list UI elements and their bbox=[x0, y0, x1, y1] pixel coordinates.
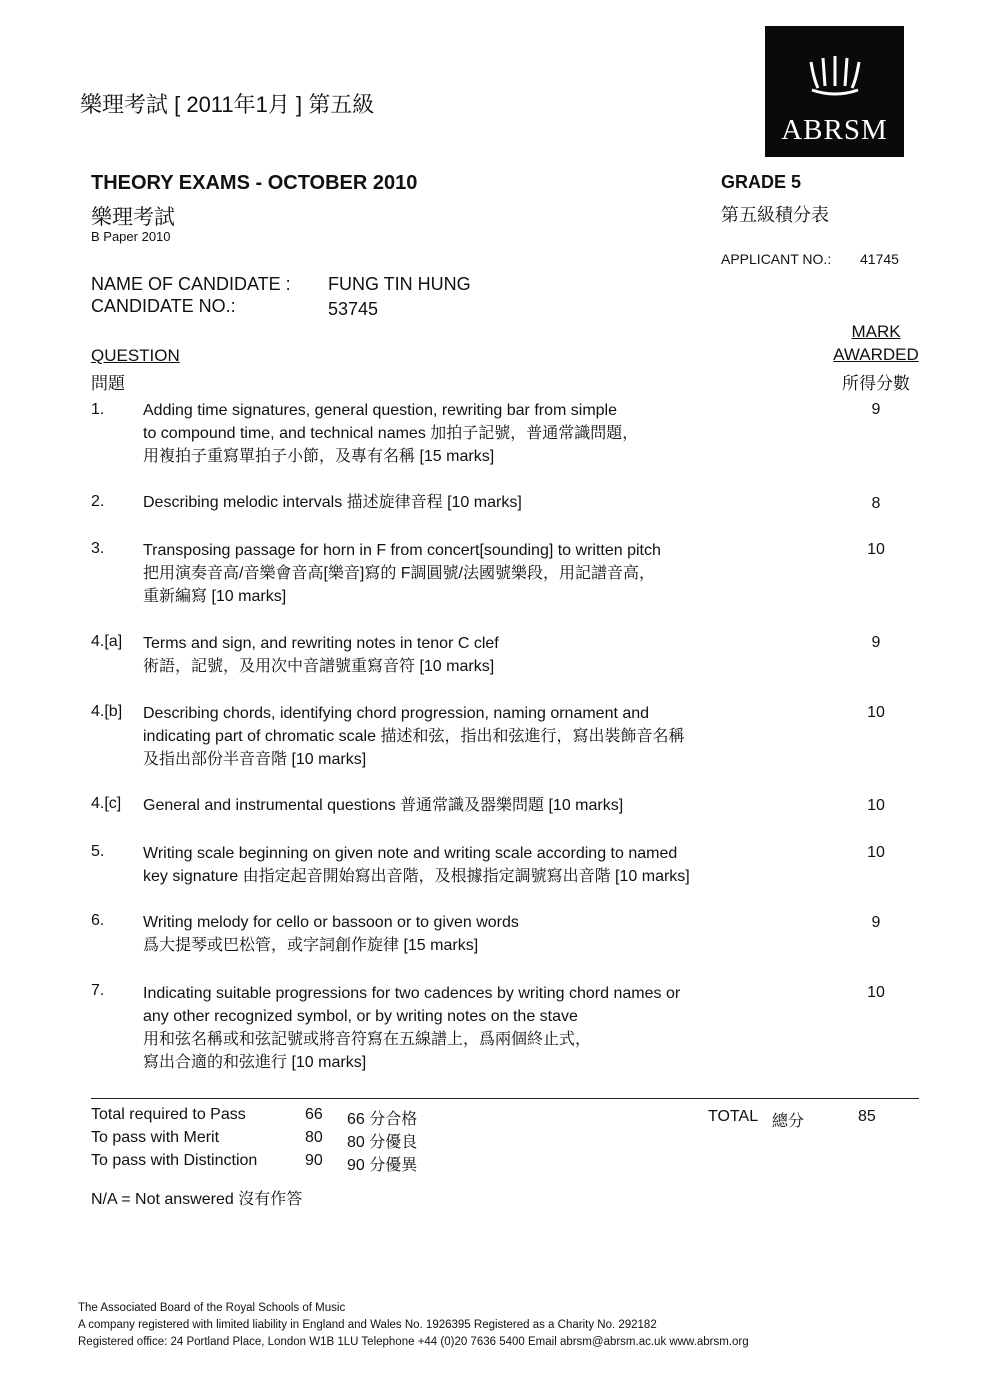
question-line: Indicating suitable progressions for two cadences by writing chord names or bbox=[143, 985, 681, 1002]
candidate-name: FUNG TIN HUNG bbox=[328, 274, 471, 294]
question-mark: 8 bbox=[871, 495, 881, 512]
applicant-no-value: 41745 bbox=[860, 251, 899, 267]
question-number: 4.[b] bbox=[91, 703, 123, 720]
total-label: TOTAL bbox=[708, 1108, 759, 1125]
grade-label: GRADE 5 bbox=[721, 172, 802, 192]
question-line: 爲大提琴或巴松管，或字詞創作旋律 [15 marks] bbox=[143, 937, 479, 954]
question-number: 5. bbox=[91, 843, 105, 860]
paper-label: B Paper 2010 bbox=[91, 229, 171, 244]
question-line: 把用演奏音高/音樂會音高[樂音]寫的 F調圓號/法國號樂段，用記譜音高， bbox=[143, 565, 656, 582]
question-header: QUESTION bbox=[91, 346, 180, 365]
question-line: Adding time signatures, general question, rewriting bar from simple bbox=[143, 402, 618, 419]
abrsm-logo bbox=[765, 26, 904, 157]
question-line: Terms and sign, and rewriting notes in tenor C clef bbox=[143, 635, 499, 652]
candidate-name-label: NAME OF CANDIDATE : bbox=[91, 274, 291, 294]
merit-value: 80 bbox=[305, 1129, 323, 1146]
exam-title-chinese: 樂理考試 bbox=[91, 206, 175, 229]
total-value: 85 bbox=[858, 1108, 876, 1125]
question-mark: 10 bbox=[867, 844, 885, 861]
question-line: 寫出合適的和弦進行 [10 marks] bbox=[143, 1054, 367, 1071]
question-number: 3. bbox=[91, 540, 105, 557]
mark-header: MARK bbox=[851, 322, 901, 341]
question-text bbox=[143, 982, 680, 1074]
exam-chinese-heading: 樂理考試 [ 2011年1月 ] 第五級 bbox=[80, 92, 375, 117]
question-line: any other recognized symbol, or by writing notes on the stave bbox=[143, 1008, 578, 1025]
question-number: 4.[c] bbox=[91, 795, 122, 812]
merit-label: To pass with Merit bbox=[91, 1129, 220, 1146]
question-mark: 10 bbox=[867, 984, 885, 1001]
question-line: Describing chords, identifying chord progression, naming ornament and bbox=[143, 705, 650, 722]
logo-text: ABRSM bbox=[781, 114, 888, 146]
mark-awarded-header bbox=[820, 320, 932, 395]
question-number: 1. bbox=[91, 401, 105, 418]
applicant-no-label: APPLICANT NO.: bbox=[721, 251, 832, 267]
question-line: Writing scale beginning on given note and writing scale according to named bbox=[143, 845, 678, 862]
question-header-chinese: 問題 bbox=[91, 374, 125, 393]
distinction-value: 90 bbox=[305, 1152, 323, 1169]
question-text bbox=[143, 491, 522, 514]
pass-value: 66 bbox=[305, 1106, 323, 1123]
question-line: Describing melodic intervals 描述旋律音程 [10 marks] bbox=[143, 494, 522, 511]
question-mark: 10 bbox=[867, 704, 885, 721]
candidate-no: 53745 bbox=[328, 299, 379, 319]
footer-registration: A company registered with limited liability in England and Wales No. 1926395 Registered as a Charity No. 292182 bbox=[78, 1319, 657, 1331]
question-text bbox=[143, 911, 519, 957]
distinction-label: To pass with Distinction bbox=[91, 1152, 258, 1169]
question-line: 用和弦名稱或和弦記號或將音符寫在五線譜上，爲兩個終止式， bbox=[143, 1031, 592, 1048]
divider bbox=[91, 1098, 919, 1099]
question-mark: 10 bbox=[867, 541, 885, 558]
question-number: 7. bbox=[91, 982, 105, 999]
question-text bbox=[143, 794, 623, 817]
awarded-header-chinese: 所得分數 bbox=[842, 374, 910, 393]
question-mark: 9 bbox=[871, 914, 881, 931]
question-line: 用複拍子重寫單拍子小節，及專有名稱 [15 marks] bbox=[143, 448, 495, 465]
question-line: 術語，記號，及用次中音譜號重寫音符 [10 marks] bbox=[143, 658, 495, 675]
question-number: 2. bbox=[91, 493, 105, 510]
question-text bbox=[143, 632, 499, 678]
question-mark: 9 bbox=[871, 401, 881, 418]
question-line: 及指出部份半音音階 [10 marks] bbox=[143, 751, 367, 768]
question-line: General and instrumental questions 普通常識及器樂問題 [10 marks] bbox=[143, 797, 624, 814]
question-line: 重新編寫 [10 marks] bbox=[143, 588, 287, 605]
question-line: key signature 由指定起音開始寫出音階，及根據指定調號寫出音階 [10 marks] bbox=[143, 868, 690, 885]
question-number: 6. bbox=[91, 912, 105, 929]
pass-label: Total required to Pass bbox=[91, 1106, 246, 1123]
question-text bbox=[143, 702, 684, 771]
na-note: N/A = Not answered 沒有作答 bbox=[91, 1191, 303, 1208]
footer-org: The Associated Board of the Royal Schools of Music bbox=[78, 1302, 346, 1314]
pass-value-chinese: 66 分合格 bbox=[347, 1111, 418, 1128]
crown-icon bbox=[808, 54, 862, 104]
question-number: 4.[a] bbox=[91, 633, 123, 650]
question-line: Writing melody for cello or bassoon or to given words bbox=[143, 914, 519, 931]
question-line: Transposing passage for horn in F from concert[sounding] to written pitch bbox=[143, 542, 661, 559]
exam-title: THEORY EXAMS - OCTOBER 2010 bbox=[91, 172, 418, 194]
question-mark: 9 bbox=[871, 634, 881, 651]
total-label-chinese: 總分 bbox=[772, 1113, 805, 1130]
grade-label-chinese: 第五級積分表 bbox=[721, 205, 829, 225]
question-line: to compound time, and technical names 加拍子記號，普通常識問題， bbox=[143, 425, 639, 442]
footer-contact: Registered office: 24 Portland Place, London W1B 1LU Telephone +44 (0)20 7636 5400 Email abrsm@abrsm.ac.uk www.abrsm.org bbox=[78, 1336, 749, 1348]
question-line: indicating part of chromatic scale 描述和弦，指出和弦進行，寫出裝飾音名稱 bbox=[143, 728, 685, 745]
candidate-no-label: CANDIDATE NO.: bbox=[91, 296, 236, 316]
merit-value-chinese: 80 分優良 bbox=[347, 1134, 418, 1151]
question-mark: 10 bbox=[867, 797, 885, 814]
question-text bbox=[143, 539, 661, 608]
question-text bbox=[143, 399, 638, 468]
question-text bbox=[143, 842, 690, 888]
distinction-value-chinese: 90 分優異 bbox=[347, 1157, 418, 1174]
awarded-header: AWARDED bbox=[833, 345, 919, 364]
